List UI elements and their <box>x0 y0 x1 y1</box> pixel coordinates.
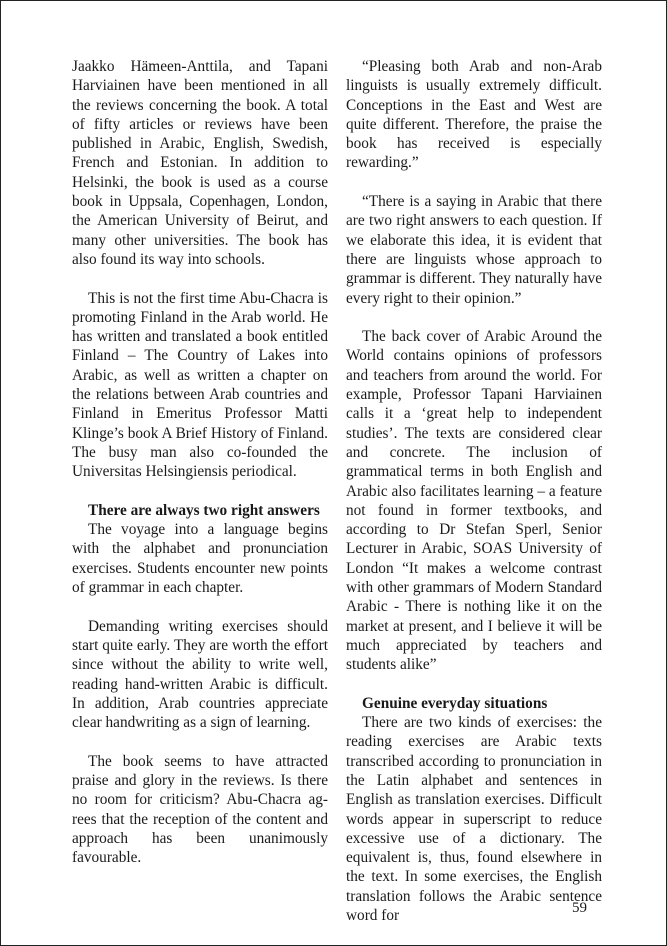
paragraph: The voyage into a language begins with the alphabet and pronunciation exercises. Students encounter new points of grammar in each chapter. <box>72 521 328 597</box>
paragraph: Jaakko Hämeen-Anttila, and Tapani Harviainen have been mentioned in all the reviews concerning the book. A total of fifty articles or reviews have been published in Arabic, English, Swedish, French and Estonian. In addition to Helsinki, the book is used as a course book in Uppsala, Copenhagen, London, the American University of Beirut, and many other universities. The book has also found its way into schools. <box>72 58 328 268</box>
paragraph: “There is a saying in Arabic that there are two right answers to each question. If we elaborate this idea, it is evident that there are linguists whose approach to grammar is different. They naturally have every right to their opinion.” <box>346 193 602 307</box>
page-number: 59 <box>572 900 587 916</box>
left-column <box>72 57 328 887</box>
paragraph: There are two kinds of exercises: the reading exercises are Arabic texts transcribed according to pronunciation in the Latin alphabet and sentences in English as translation exercises. Difficult words appear in superscript to reduce excessive use of a dictionary. The equivalent is, thus, found elsewhere in the text. In some exercises, the English translation follows the Arabic sentence word for <box>346 714 602 925</box>
paragraph: The back cover of Arabic Around the World contains opinions of professors and teachers from around the world. For example, Professor Tapani Harviainen calls it a ‘great help to independent studies’. The texts are considered clear and concrete. The inclusion of grammatical terms in both English and Arabic also facilitates learning – a feature not found in former textbooks, and according to Dr Stefan Sperl, Senior Lecturer in Arabic, SOAS University of London “It makes a welcome contrast with other grammars of Modern Standard Arabic - There is nothing like it on the market at present, and I believe it will be much appreciated by teachers and students alike” <box>346 328 602 674</box>
paragraph: The book seems to have attracted praise and glory in the reviews. Is there no room for criticism? Abu-Chacra ag-rees that the reception of the content and approach has been unanimously favourable. <box>72 752 328 867</box>
paragraph: Demanding writing exercises should start quite early. They are worth the effort since without the ability to write well, reading hand-written Arabic is difficult. In addition, Arab countries appreciate clear handwriting as a sign of learning. <box>72 617 328 732</box>
paragraph: This is not the first time Abu-Chacra is promoting Finland in the Arab world. He has written and translated a book entitled Finland – The Country of Lakes into Arabic, as well as written a chapter on the relations between Arab countries and Finland in Emeritus Professor Matti Klinge’s book A Brief History of Finland. The busy man also co-founded the Universitas Helsingiensis periodical. <box>72 289 328 481</box>
section-heading: There are always two right answers <box>88 501 320 519</box>
section-heading: Genuine everyday situations <box>362 694 548 712</box>
right-column <box>346 57 602 945</box>
paragraph: “Pleasing both Arab and non-Arab linguists is usually extremely difficult. Conceptions in the East and West are quite different. Therefore, the praise the book has received is especially rewarding.” <box>346 58 602 172</box>
